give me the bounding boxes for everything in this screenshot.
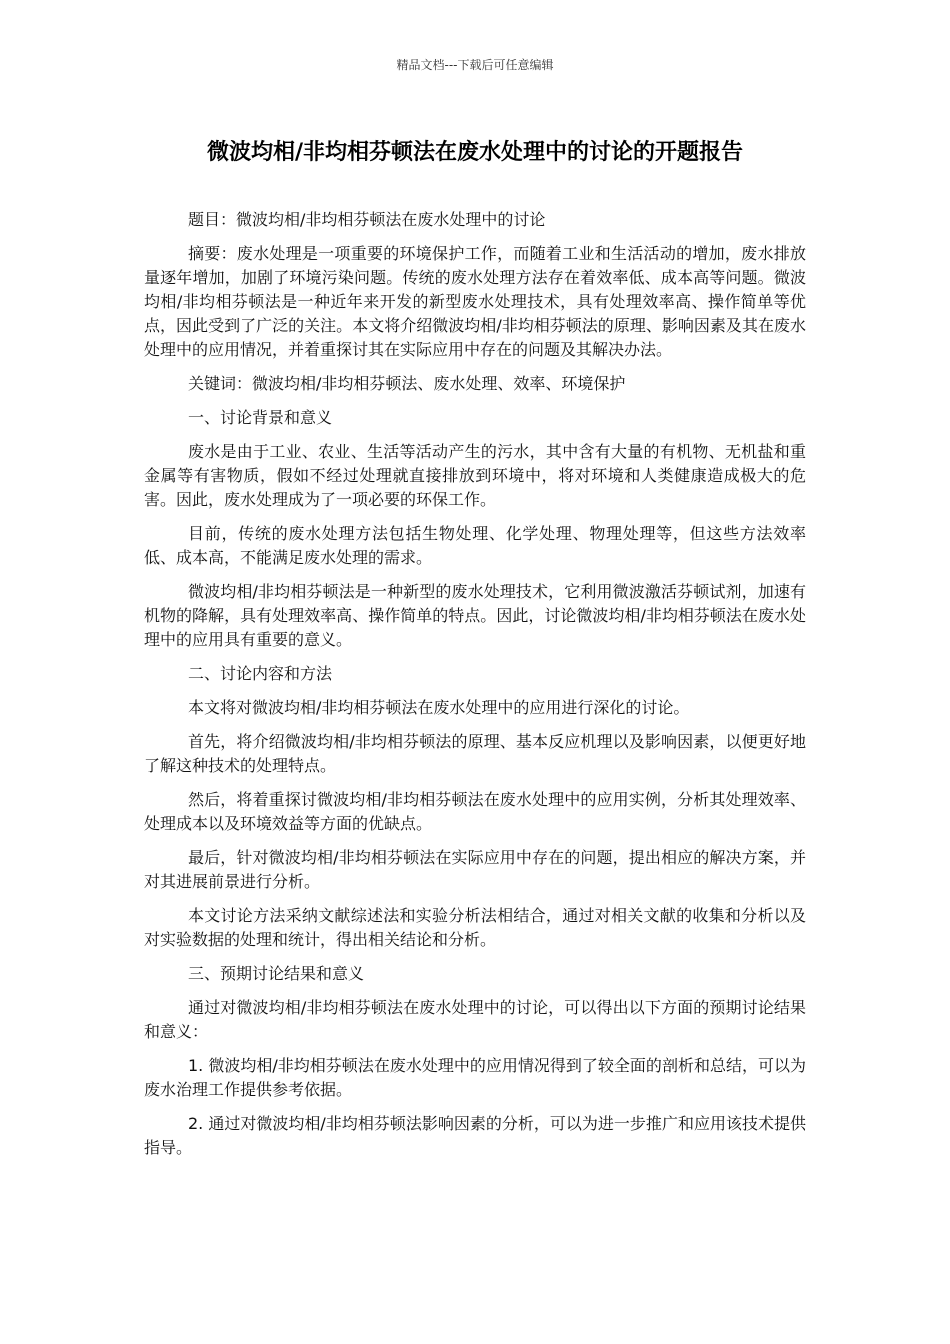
body-paragraph: 微波均相/非均相芬顿法是一种新型的废水处理技术，它利用微波激活芬顿试剂，加速有机物的降解，具有处理效率高、操作简单的特点。因此，讨论微波均相/非均相芬顿法在废水处理中的应用具有重要的意义。 <box>144 582 806 649</box>
list-item: 2. 通过对微波均相/非均相芬顿法影响因素的分析，可以为进一步推广和应用该技术提供指导。 <box>144 1114 806 1157</box>
body-paragraph: 本文将对微波均相/非均相芬顿法在废水处理中的应用进行深化的讨论。 <box>188 698 690 717</box>
list-item: 1. 微波均相/非均相芬顿法在废水处理中的应用情况得到了较全面的剖析和总结，可以为废水治理工作提供参考依据。 <box>144 1056 806 1099</box>
body-paragraph: 首先，将介绍微波均相/非均相芬顿法的原理、基本反应机理以及影响因素，以便更好地了解这种技术的处理特点。 <box>144 732 806 775</box>
body-paragraph: 目前，传统的废水处理方法包括生物处理、化学处理、物理处理等，但这些方法效率低、成本高，不能满足废水处理的需求。 <box>144 524 806 567</box>
keywords-paragraph: 关键词：微波均相/非均相芬顿法、废水处理、效率、环境保护 <box>188 374 626 393</box>
section-heading-content-methods: 二、讨论内容和方法 <box>188 664 333 683</box>
body-paragraph: 通过对微波均相/非均相芬顿法在废水处理中的讨论，可以得出以下方面的预期讨论结果和意义： <box>144 998 806 1041</box>
body-paragraph: 然后，将着重探讨微波均相/非均相芬顿法在废水处理中的应用实例，分析其处理效率、处理成本以及环境效益等方面的优缺点。 <box>144 790 806 833</box>
page-header: 精品文档---下载后可任意编辑 <box>396 58 554 72</box>
body-paragraph: 最后，针对微波均相/非均相芬顿法在实际应用中存在的问题，提出相应的解决方案，并对其进展前景进行分析。 <box>144 848 806 891</box>
section-heading-expected-results: 三、预期讨论结果和意义 <box>188 964 365 983</box>
body-paragraph: 废水是由于工业、农业、生活等活动产生的污水，其中含有大量的有机物、无机盐和重金属等有害物质，假如不经过处理就直接排放到环境中，将对环境和人类健康造成极大的危害。因此，废水处理成为了一项必要的环保工作。 <box>144 442 806 509</box>
document-body <box>144 208 806 1170</box>
abstract-paragraph: 摘要：废水处理是一项重要的环境保护工作，而随着工业和生活活动的增加，废水排放量逐年增加，加剧了环境污染问题。传统的废水处理方法存在着效率低、成本高等问题。微波均相/非均相芬顿法是一种近年来开发的新型废水处理技术，具有处理效率高、操作简单等优点，因此受到了广泛的关注。本文将介绍微波均相/非均相芬顿法的原理、影响因素及其在废水处理中的应用情况，并着重探讨其在实际应用中存在的问题及其解决办法。 <box>144 244 806 359</box>
document-title: 微波均相/非均相芬顿法在废水处理中的讨论的开题报告 <box>206 140 744 165</box>
topic-paragraph: 题目：微波均相/非均相芬顿法在废水处理中的讨论 <box>188 210 546 229</box>
body-paragraph: 本文讨论方法采纳文献综述法和实验分析法相结合，通过对相关文献的收集和分析以及对实验数据的处理和统计，得出相关结论和分析。 <box>144 906 806 949</box>
section-heading-background: 一、讨论背景和意义 <box>188 408 333 427</box>
